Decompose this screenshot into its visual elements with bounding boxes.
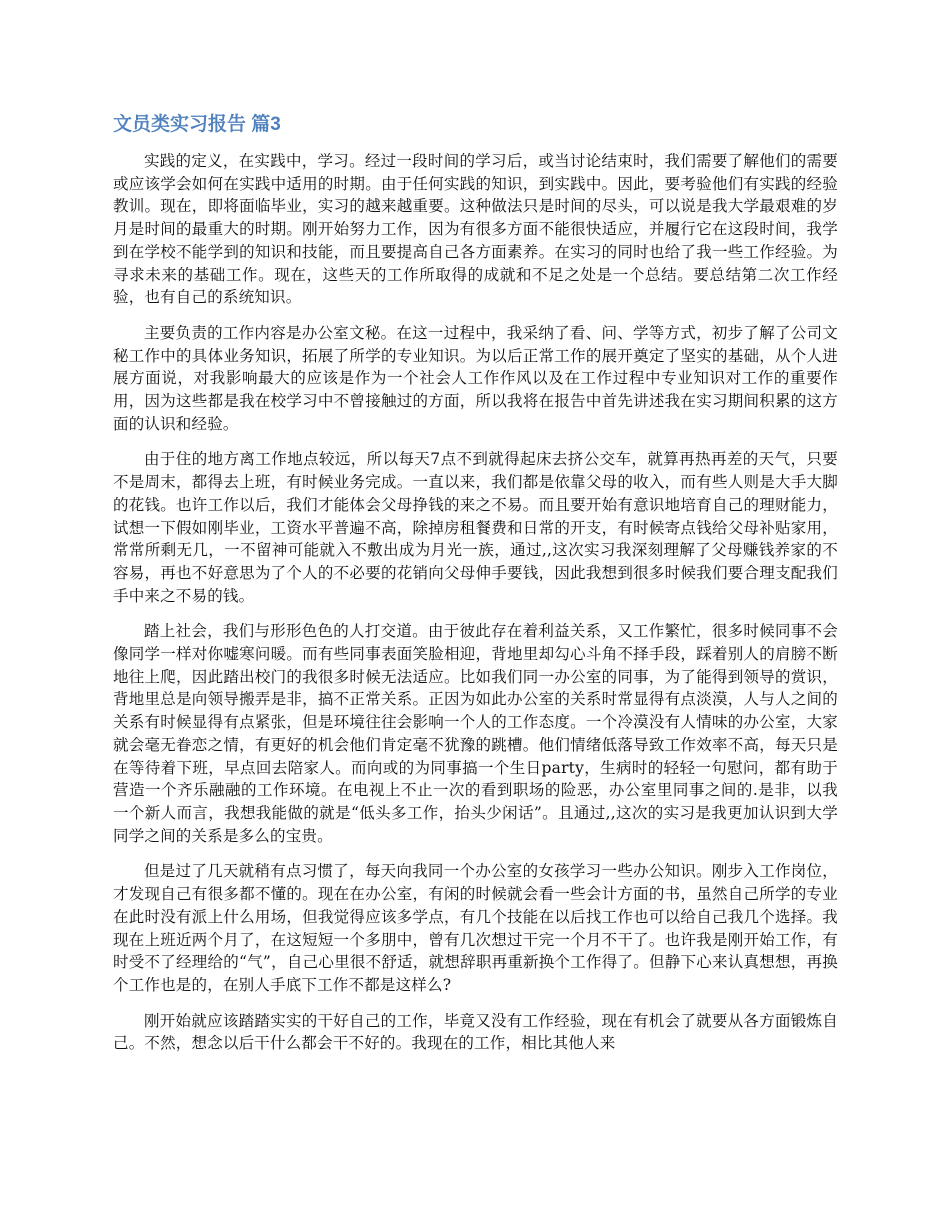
document-page [113,110,838,1068]
paragraph-3: 由于住的地方离工作地点较远，所以每天7点不到就得起床去挤公交车，就算再热再差的天气，只要不是周末，都得去上班，有时候业务完成。一直以来，我们都是依靠父母的收入，而有些人则是大手大脚的花钱。也许工作以后，我们才能体会父母挣钱的来之不易。而且要开始有意识地培育自己的理财能力，试想一下假如刚毕业，工资水平普遍不高，除掉房租餐费和日常的开支，有时候寄点钱给父母补贴家用，常常所剩无几，一不留神可能就入不敷出成为月光一族，通过,,这次实习我深刻理解了父母赚钱养家的不容易，再也不好意思为了个人的不必要的花销向父母伸手要钱，因此我想到很多时候我们要合理支配我们手中来之不易的钱。 [113,450,838,605]
paragraph-2: 主要负责的工作内容是办公室文秘。在这一过程中，我采纳了看、问、学等方式，初步了解了公司文秘工作中的具体业务知识，拓展了所学的专业知识。为以后正常工作的展开奠定了坚实的基础，从个人进展方面说，对我影响最大的应该是作为一个社会人工作作风以及在工作过程中专业知识对工作的重要作用，因为这些都是我在校学习中不曾接触过的方面，所以我将在报告中首先讲述我在实习期间积累的这方面的认识和经验。 [113,323,838,433]
paragraph-1: 实践的定义，在实践中，学习。经过一段时间的学习后，或当讨论结束时，我们需要了解他们的需要或应该学会如何在实践中适用的时期。由于任何实践的知识，到实践中。因此，要考验他们有实践的经验教训。现在，即将面临毕业，实习的越来越重要。这种做法只是时间的尽头，可以说是我大学最艰难的岁月是时间的最重大的时期。刚开始努力工作，因为有很多方面不能很快适应，并履行它在这段时间，我学到在学校不能学到的知识和技能，而且要提高自己各方面素养。在实习的同时也给了我一些工作经验。为寻求未来的基础工作。现在，这些天的工作所取得的成就和不足之处是一个总结。要总结第二次工作经验，也有自己的系统知识。 [113,152,838,307]
paragraph-5: 但是过了几天就稍有点习惯了，每天向我同一个办公室的女孩学习一些办公知识。刚步入工作岗位，才发现自己有很多都不懂的。现在在办公室，有闲的时候就会看一些会计方面的书，虽然自己所学的专业在此时没有派上什么用场，但我觉得应该多学点，有几个技能在以后找工作也可以给自己我几个选择。我现在上班近两个月了，在这短短一个多朋中，曾有几次想过干完一个月不干了。也许我是刚开始工作，有时受不了经理给的“气”，自己心里很不舒适，就想辞职再重新换个工作得了。但静下心来认真想想，再换个工作也是的，在别人手底下工作不都是这样么? [113,862,838,994]
paragraph-4: 踏上社会，我们与形形色色的人打交道。由于彼此存在着利益关系，又工作繁忙，很多时候同事不会像同学一样对你嘘寒问暖。而有些同事表面笑脸相迎，背地里却勾心斗角不择手段，踩着别人的肩膀不断地往上爬，因此踏出校门的我很多时候无法适应。比如我们同一办公室的同事，为了能得到领导的赏识，背地里总是向领导搬弄是非，搞不正常关系。正因为如此办公室的关系时常显得有点淡漠，人与人之间的关系有时候显得有点紧张，但是环境往往会影响一个人的工作态度。一个冷漠没有人情味的办公室，大家就会毫无眷恋之情，有更好的机会他们肯定毫不犹豫的跳槽。他们情绪低落导致工作效率不高，每天只是在等待着下班，早点回去陪家人。而向或的为同事搞一个生日party，生病时的轻轻一句慰问，都有助于营造一个齐乐融融的工作环境。在电视上不止一次的看到职场的险恶，办公室里同事之间的.是非，以我一个新人而言，我想我能做的就是“低头多工作，抬头少闲话”。且通过,,这次的实习是我更加认识到大学同学之间的关系是多么的宝贵。 [113,622,838,845]
paragraph-6: 刚开始就应该踏踏实实的干好自己的工作，毕竟又没有工作经验，现在有机会了就要从各方面锻炼自己。不然，想念以后干什么都会干不好的。我现在的工作，相比其他人来 [113,1011,838,1053]
document-title: 文员类实习报告 篇3 [113,114,281,135]
